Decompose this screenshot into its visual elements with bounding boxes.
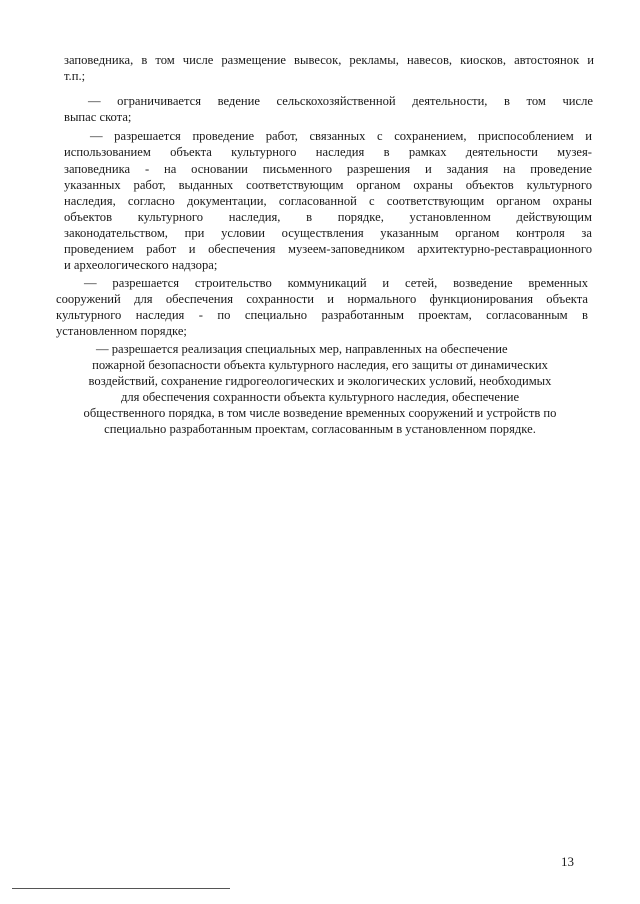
text-line: заповедника, в том числе размещение вывесок, рекламы, навесов, киосков, автостоянок и: [64, 53, 594, 67]
text-line: наследия, согласно документации, согласованной с соответствующим органом охраны: [64, 194, 592, 208]
text-line: воздействий, сохранение гидрогеологических и экологических условий, необходимых: [88, 374, 552, 388]
text-line: общественного порядка, в том числе возведение временных сооружений и устройств по: [83, 406, 557, 420]
text-line: — разрешается проведение работ, связанных с сохранением, приспособлением и: [90, 129, 592, 143]
text-line: проведением работ и обеспечения музеем-заповедником архитектурно-реставрационного: [64, 242, 592, 256]
text-line: объектов культурного наследия, в порядке, установленном действующим: [64, 210, 592, 224]
text-line: культурного наследия - по специально разработанным проектам, согласованным в: [56, 308, 588, 322]
text-line: и археологического надзора;: [64, 258, 218, 272]
text-line: выпас скота;: [64, 110, 132, 124]
text-line: т.п.;: [64, 69, 86, 83]
text-line: использованием объекта культурного наследия в рамках деятельности музея-: [64, 145, 592, 159]
text-line: — разрешается реализация специальных мер, направленных на обеспечение: [96, 342, 508, 356]
text-line: законодательством, при условии осуществления указанным органом контроля за: [64, 226, 592, 240]
text-line: указанных работ, выданных соответствующим органом охраны объектов культурного: [64, 178, 592, 192]
text-line: установленном порядке;: [56, 324, 187, 338]
text-line: сооружений для обеспечения сохранности и нормального функционирования объекта: [56, 292, 588, 306]
footer-divider: [12, 888, 230, 889]
text-line: для обеспечения сохранности объекта культурного наследия, обеспечение: [120, 390, 520, 404]
page-number: 13: [561, 854, 574, 869]
text-line: заповедника - на основании письменного разрешения и задания на проведение: [64, 162, 592, 176]
text-line: — разрешается строительство коммуникаций и сетей, возведение временных: [84, 276, 588, 290]
text-line: — ограничивается ведение сельскохозяйственной деятельности, в том числе: [88, 94, 593, 108]
text-line: специально разработанным проектам, согласованным в установленном порядке.: [104, 422, 536, 436]
text-line: пожарной безопасности объекта культурного наследия, его защиты от динамических: [92, 358, 548, 372]
